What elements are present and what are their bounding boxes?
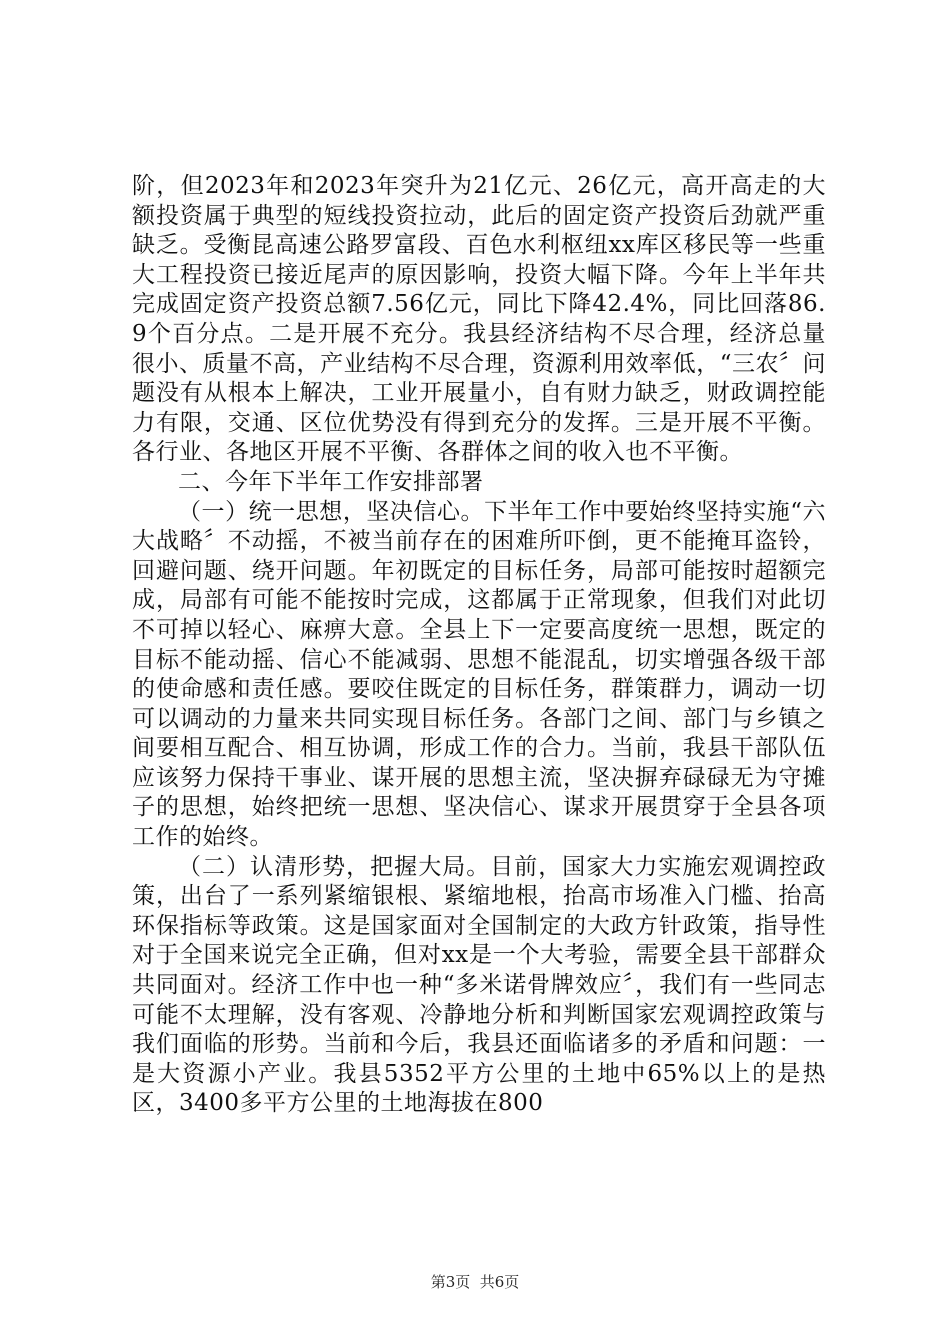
document-body bbox=[132, 172, 826, 1119]
paragraph-continuation: 阶，但2023年和2023年突升为21亿元、26亿元，高开高走的大额投资属于典型的短线投资拉动，此后的固定资产投资后劲就严重缺乏。受衡昆高速公路罗富段、百色水利枢纽xx库区移民等一些重大工程投资已接近尾声的原因影响，投资大幅下降。今年上半年共完成固定资产投资总额7.56亿元，同比下降42.4%，同比回落86.9个百分点。二是开展不充分。我县经济结构不尽合理，经济总量很小、质量不高，产业结构不尽合理，资源利用效率低，“三农〞问题没有从根本上解决，工业开展量小，自有财力缺乏，财政调控能力有限，交通、区位优势没有得到充分的发挥。三是开展不平衡。各行业、各地区开展不平衡、各群体之间的收入也不平衡。 bbox=[132, 173, 826, 466]
paragraph-unify-thinking: （一）统一思想，坚决信心。下半年工作中要始终坚持实施“六大战略〞不动摇，不被当前存在的困难所吓倒，更不能掩耳盗铃，回避问题、绕开问题。年初既定的目标任务，局部可能按时超额完成，局部有可能不能按时完成，这都属于正常现象，但我们对此切不可掉以轻心、麻痹大意。全县上下一定要高度统一思想，既定的目标不能动摇、信心不能减弱、思想不能混乱，切实增强各级干部的使命感和责任感。要咬住既定的目标任务，群策群力，调动一切可以调动的力量来共同实现目标任务。各部门之间、部门与乡镇之间要相互配合、相互协调，形成工作的合力。当前，我县干部队伍应该努力保持干事业、谋开展的思想主流，坚决摒弃碌碌无为守摊子的思想，始终把统一思想、坚决信心、谋求开展贯穿于全县各项工作的始终。 bbox=[132, 498, 826, 851]
page-number-footer: 第3页 共6页 bbox=[430, 1273, 520, 1291]
paragraph-recognize-situation: （二）认清形势，把握大局。目前，国家大力实施宏观调控政策，出台了一系列紧缩银根、紧缩地根，抬高市场准入门槛、抬高环保指标等政策。这是国家面对全国制定的大政方针政策，指导性对于全国来说完全正确，但对xx是一个大考验，需要全县干部群众共同面对。经济工作中也一种“多米诺骨牌效应〞，我们有一些同志可能不太理解，没有客观、冷静地分析和判断国家宏观调控政策与我们面临的形势。当前和今后，我县还面临诸多的矛盾和问题：一是大资源小产业。我县5352平方公里的土地中65%以上的是热区，3400多平方公里的土地海拔在800 bbox=[132, 853, 826, 1117]
section-heading: 二、今年下半年工作安排部署 bbox=[178, 468, 484, 495]
